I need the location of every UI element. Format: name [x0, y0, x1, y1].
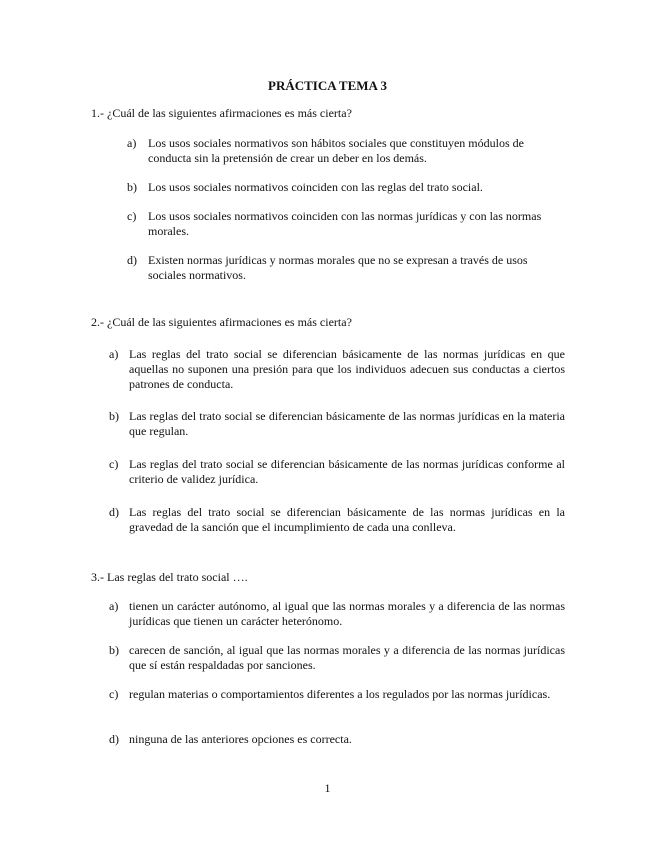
question-3-option-d: [109, 732, 565, 747]
question-3-option-c: [109, 687, 565, 702]
question-3-stem: 3.- Las reglas del trato social ….: [91, 570, 248, 584]
option-text: Existen normas jurídicas y normas morales que no se expresan a través de usos sociales normativos.: [148, 253, 528, 282]
question-2-option-b: [109, 409, 565, 439]
question-2-option-d: [109, 505, 565, 535]
question-2-option-a: [109, 347, 565, 392]
question-1-option-c: [127, 209, 553, 239]
option-letter: d): [109, 732, 119, 746]
option-text: Las reglas del trato social se diferencian básicamente de las normas jurídicas en la gravedad de la sanción que el incumplimiento de cada una conlleva.: [129, 505, 565, 534]
page-number: 1: [324, 781, 331, 795]
option-text: Los usos sociales normativos coinciden con las reglas del trato social.: [148, 180, 483, 194]
option-letter: b): [109, 643, 119, 657]
question-1-option-b: [127, 180, 553, 195]
option-letter: b): [127, 180, 137, 194]
question-3-option-b: [109, 643, 565, 673]
option-text: Los usos sociales normativos coinciden con las normas jurídicas y con las normas morales.: [148, 209, 542, 238]
option-letter: c): [109, 457, 119, 471]
option-text: tienen un carácter autónomo, al igual que las normas morales y a diferencia de las normas jurídicas que tienen un carácter heterónomo.: [129, 599, 565, 628]
option-text: Las reglas del trato social se diferencian básicamente de las normas jurídicas conforme al criterio de validez jurídica.: [129, 457, 565, 486]
question-1-option-a: [127, 136, 553, 166]
question-2-option-c: [109, 457, 565, 487]
option-text: Las reglas del trato social se diferencian básicamente de las normas jurídicas en que aquellas no suponen una presión para que los individuos adecuen sus conductas a ciertos patrones de conducta.: [129, 347, 565, 391]
option-letter: b): [109, 409, 119, 423]
option-letter: c): [109, 687, 119, 701]
option-text: regulan materias o comportamientos diferentes a los regulados por las normas jurídicas.: [129, 687, 551, 701]
question-3-option-a: [109, 599, 565, 629]
question-1-stem: 1.- ¿Cuál de las siguientes afirmaciones es más cierta?: [91, 106, 352, 120]
option-text: Las reglas del trato social se diferencian básicamente de las normas jurídicas en la materia que regulan.: [129, 409, 565, 438]
option-text: carecen de sanción, al igual que las normas morales y a diferencia de las normas jurídicas que sí están respaldadas por sanciones.: [129, 643, 565, 672]
option-letter: a): [109, 347, 119, 361]
option-letter: d): [109, 505, 119, 519]
option-letter: d): [127, 253, 137, 267]
question-2-stem: 2.- ¿Cuál de las siguientes afirmaciones es más cierta?: [91, 315, 352, 329]
option-letter: a): [127, 136, 137, 150]
option-text: Los usos sociales normativos son hábitos sociales que constituyen módulos de conducta sin la pretensión de crear un deber en los demás.: [148, 136, 524, 165]
option-letter: c): [127, 209, 137, 223]
page-title: PRÁCTICA TEMA 3: [268, 78, 387, 93]
question-1-option-d: [127, 253, 553, 283]
option-letter: a): [109, 599, 119, 613]
option-text: ninguna de las anteriores opciones es correcta.: [129, 732, 352, 746]
